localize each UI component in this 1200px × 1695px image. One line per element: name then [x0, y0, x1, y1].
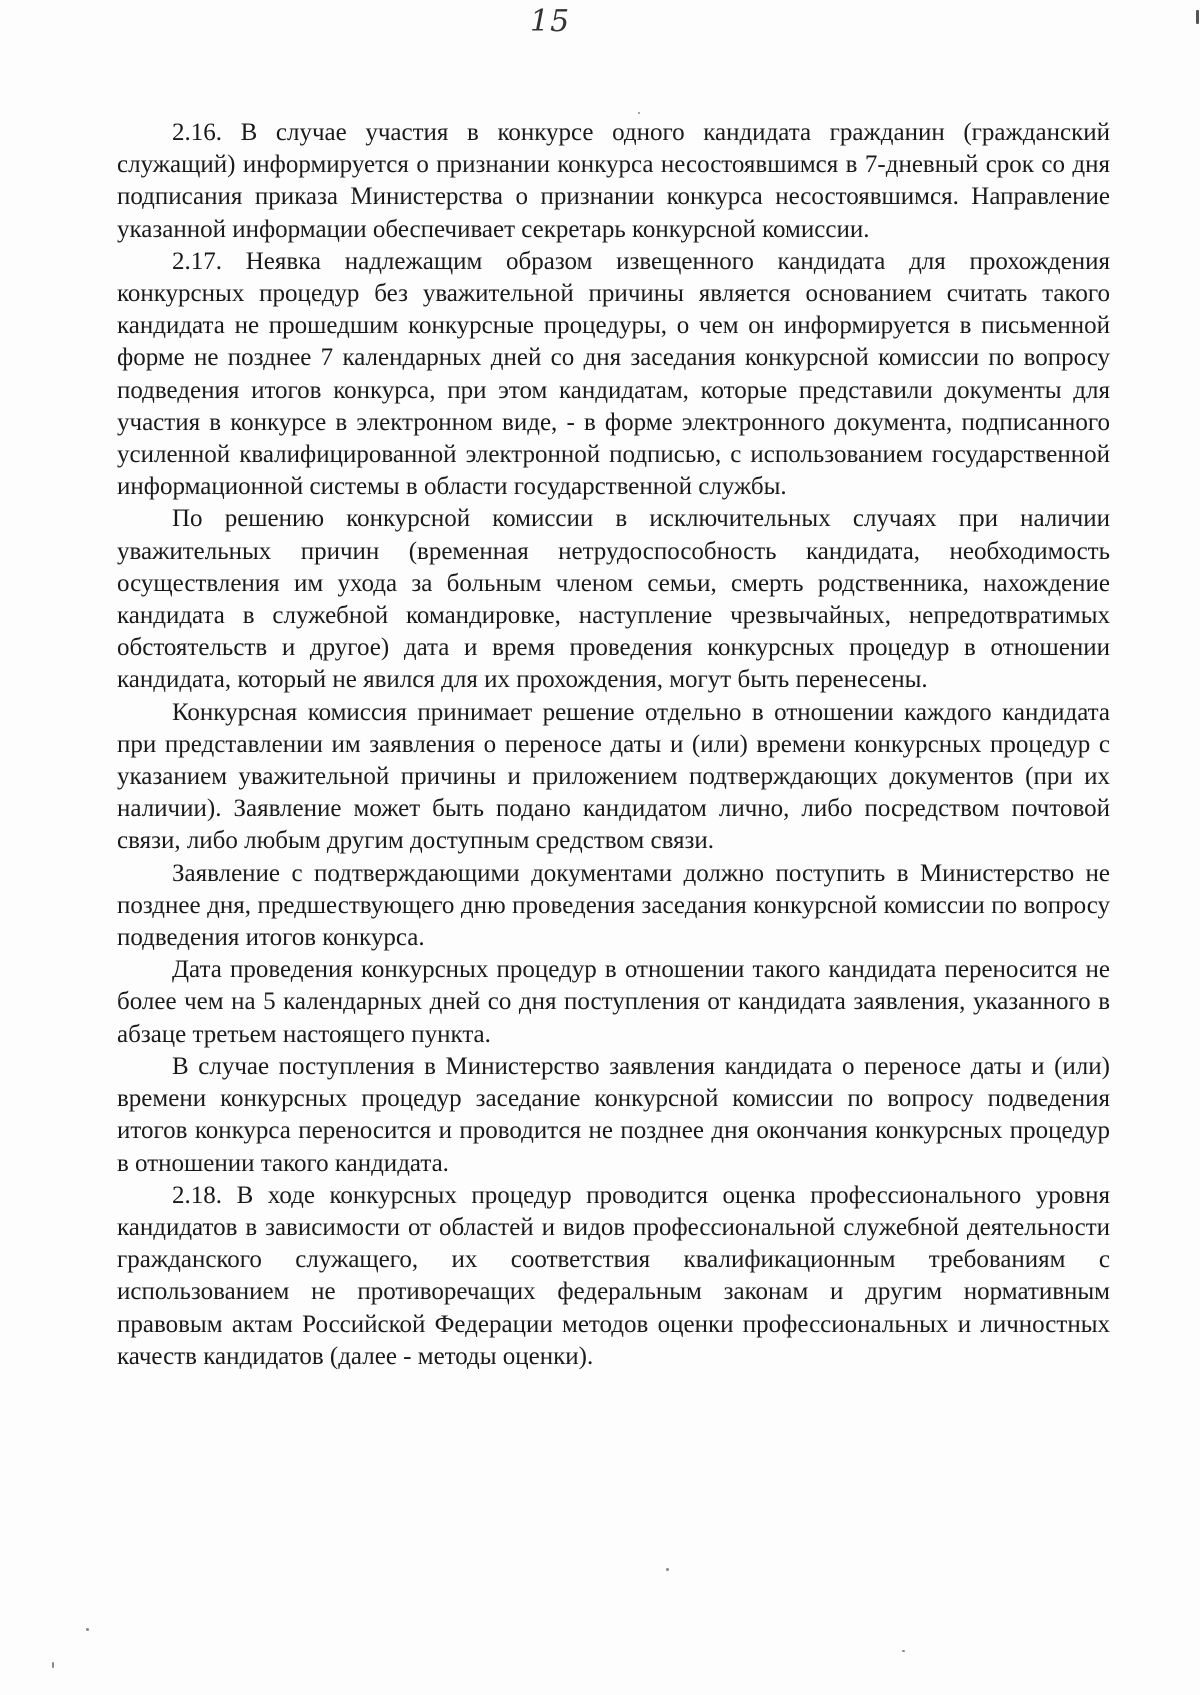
document-body [117, 117, 1110, 1373]
paragraph-2-17: 2.17. Неявка надлежащим образом извещенного кандидата для прохождения конкурсных процедур без уважительной причины является основанием считать такого кандидата не прошедшим конкурсные процедуры, о чем он информируется в письменной форме не позднее 7 календарных дней со дня заседания конкурсной комиссии по вопросу подведения итогов конкурса, при этом кандидатам, которые представили документы для участия в конкурсе в электронном виде, - в форме электронного документа, подписанного усиленной квалифицированной электронной подписью, с использованием государственной информационной системы в области государственной службы. [117, 247, 1110, 501]
scan-speck [86, 1628, 89, 1631]
page-number: 15 [530, 4, 571, 39]
scan-speck [638, 112, 640, 114]
paragraph-application-deadline: Заявление с подтверждающими документами должно поступить в Министерство не позднее дня, предшествующего дню проведения заседания конкурсной комиссии по вопросу подведения итогов конкурса. [117, 859, 1110, 952]
paragraph-postponement-grounds: По решению конкурсной комиссии в исключительных случаях при наличии уважительных причин (временная нетрудоспособность кандидата, необходимость осуществления им ухода за больным членом семьи, смерть родственника, нахождение кандидата в служебной командировке, наступление чрезвычайных, непредотвратимых обстоятельств и другое) дата и время проведения конкурсных процедур в отношении кандидата, который не явился для их прохождения, могут быть перенесены. [117, 505, 1110, 694]
paragraph-commission-decision: Конкурсная комиссия принимает решение отдельно в отношении каждого кандидата при представлении им заявления о переносе даты и (или) времени конкурсных процедур с указанием уважительной причины и приложением подтверждающих документов (при их наличии). Заявление может быть подано кандидатом лично, либо посредством почтовой связи, либо любым другим доступным средством связи. [117, 698, 1110, 855]
paragraph-2-18: 2.18. В ходе конкурсных процедур проводится оценка профессионального уровня кандидатов в зависимости от областей и видов профессиональной служебной деятельности гражданского служащего, их соответствия квалификационным требованиям с использованием не противоречащих федеральным законам и другим нормативным правовым актам Российской Федерации методов оценки профессиональных и личностных качеств кандидатов (далее - методы оценки). [117, 1181, 1110, 1370]
paragraph-postponement-limit: Дата проведения конкурсных процедур в отношении такого кандидата переносится не более чем на 5 календарных дней со дня поступления от кандидата заявления, указанного в абзаце третьем настоящего пункта. [117, 956, 1110, 1048]
paragraph-2-16: 2.16. В случае участия в конкурсе одного кандидата гражданин (гражданский служащий) информируется о признании конкурса несостоявшимся в 7-дневный срок со дня подписания приказа Министерства о признании конкурса несостоявшимся. Направление указанной информации обеспечивает секретарь конкурсной комиссии. [117, 119, 1110, 243]
scan-speck [666, 1568, 669, 1571]
scan-speck [902, 1650, 905, 1652]
scan-speck [1196, 10, 1199, 24]
scan-speck [52, 1662, 54, 1668]
paragraph-meeting-postponement: В случае поступления в Министерство заявления кандидата о переносе даты и (или) времени конкурсных процедур заседание конкурсной комиссии по вопросу подведения итогов конкурса переносится и проводится не позднее дня окончания конкурсных процедур в отношении такого кандидата. [117, 1052, 1110, 1177]
